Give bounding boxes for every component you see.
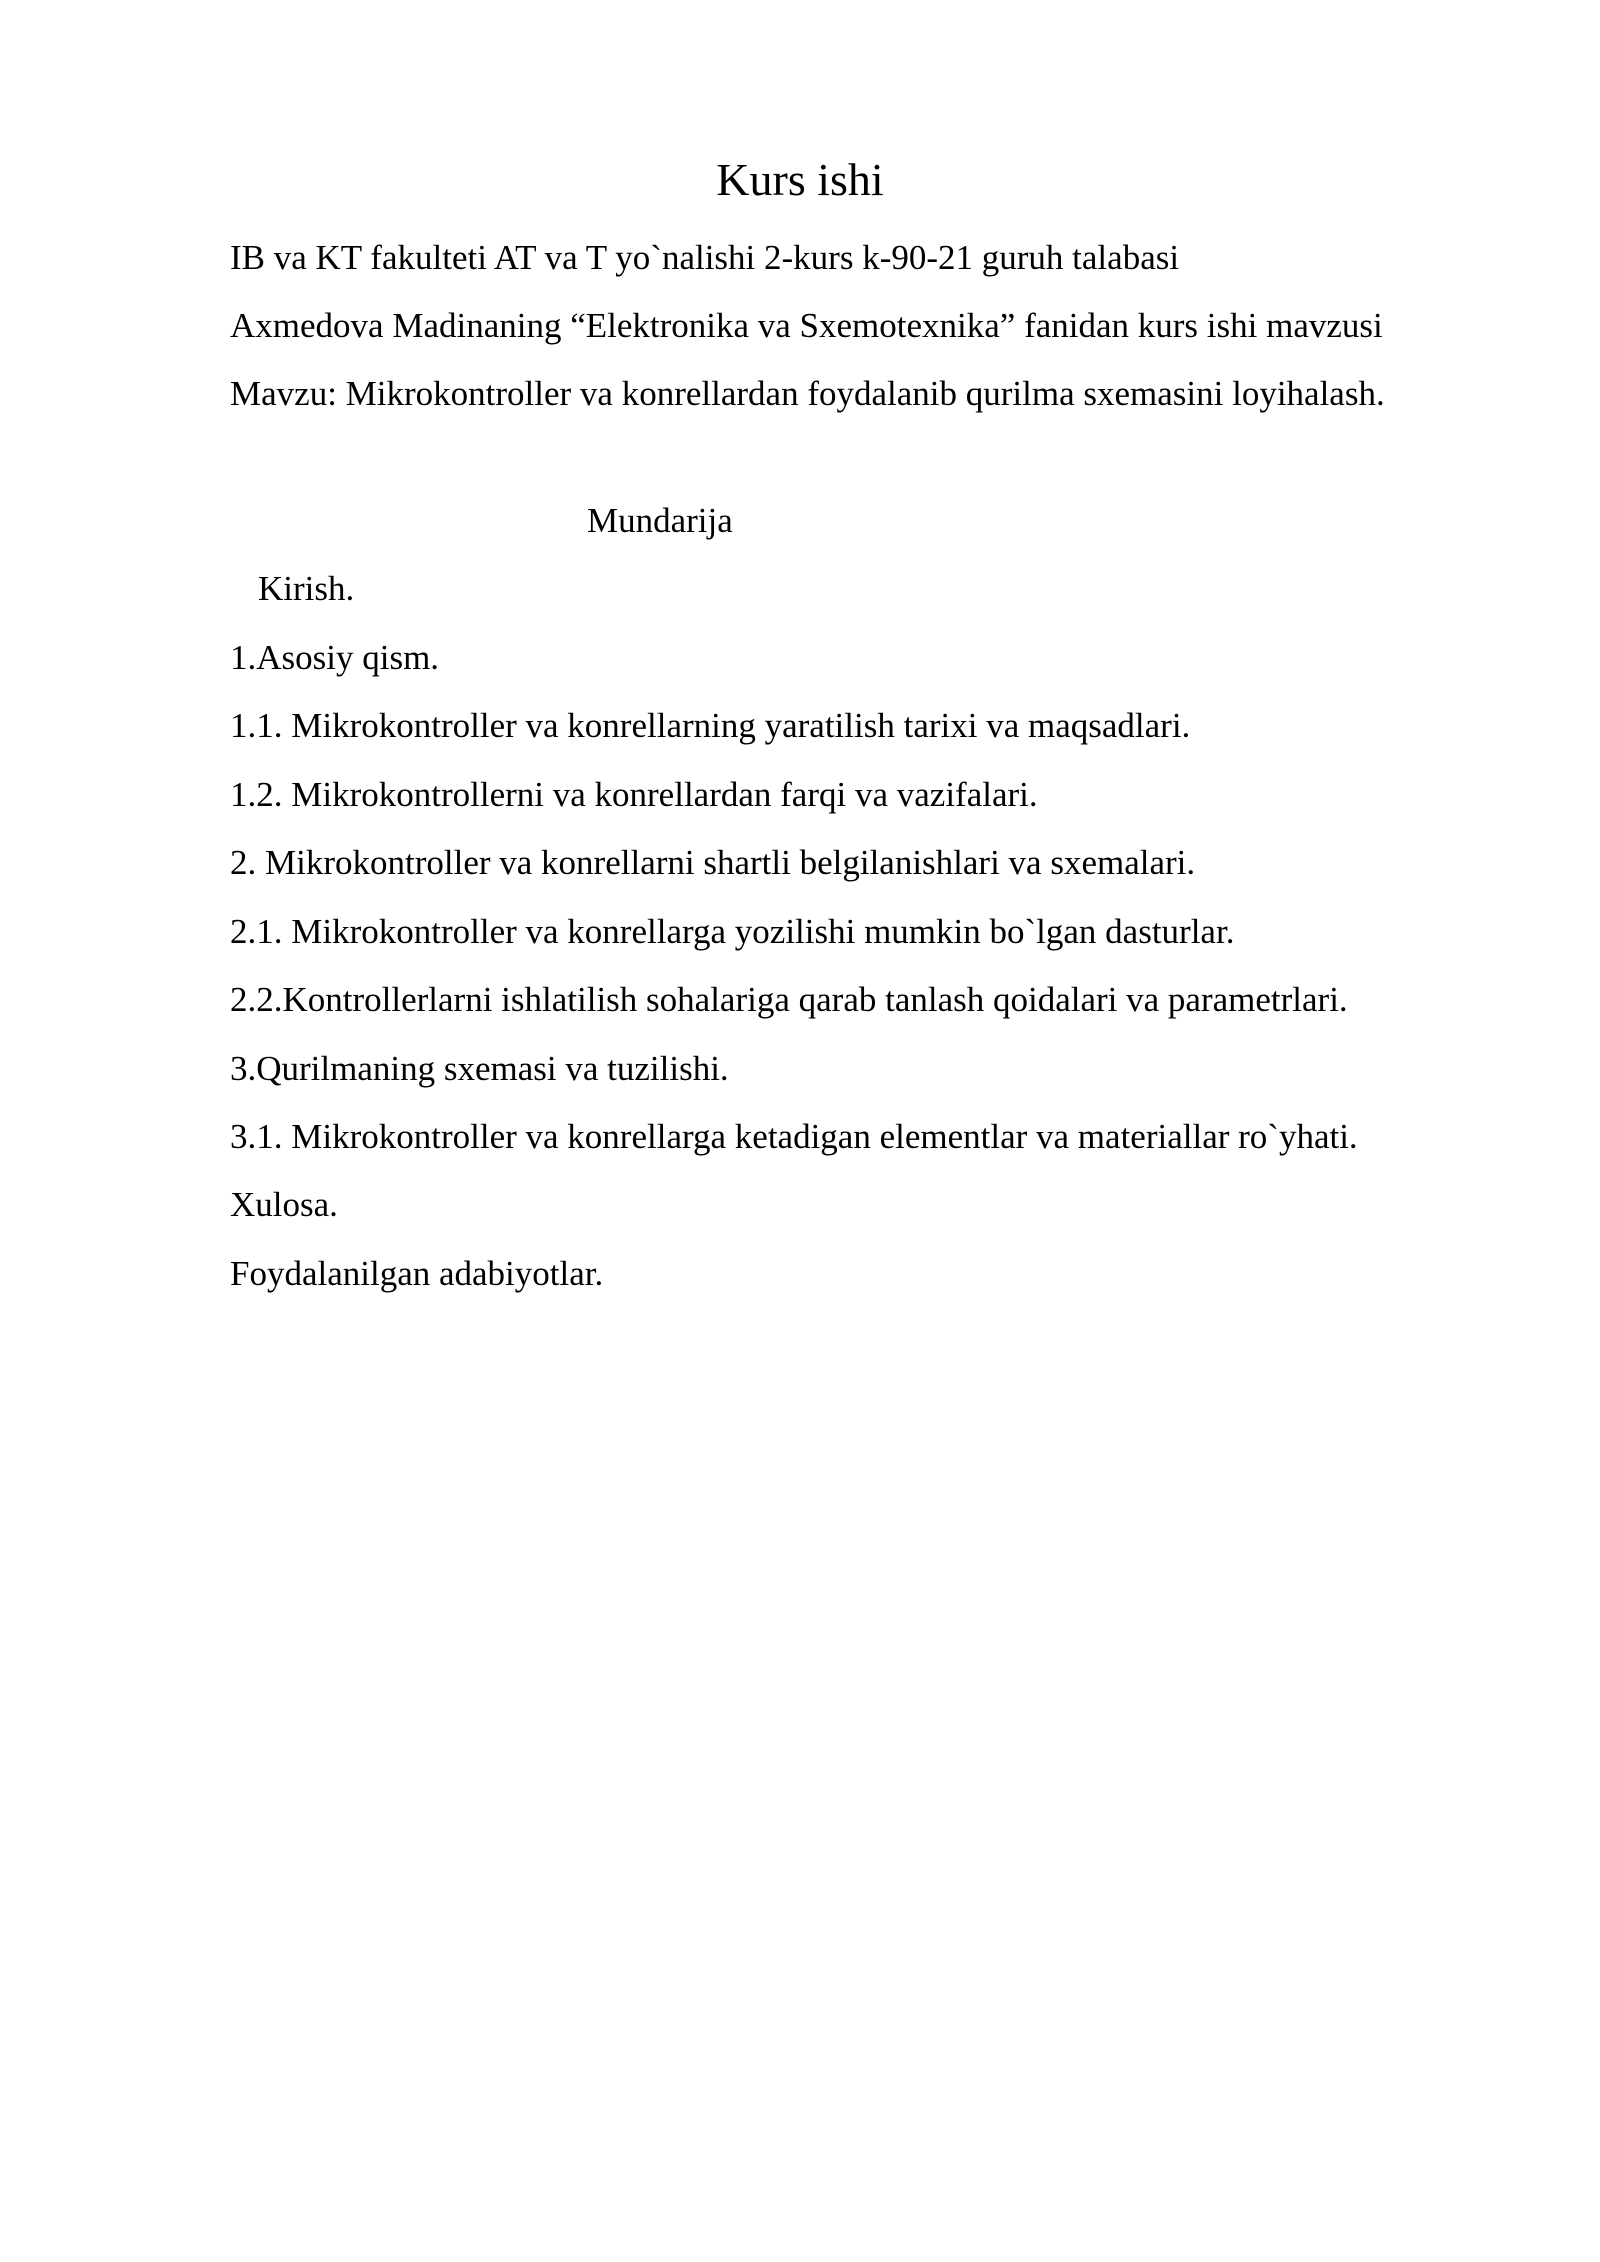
toc-item: 1.2. Mikrokontrollerni va konrellardan farqi va vazifalari. bbox=[230, 775, 1038, 814]
toc-item: 2. Mikrokontroller va konrellarni shartli belgilanishlari va sxemalari. bbox=[230, 843, 1196, 882]
toc-item: Foydalanilgan adabiyotlar. bbox=[230, 1254, 604, 1293]
toc-item: 3.1. Mikrokontroller va konrellarga ketadigan elementlar va materiallar ro`yhati. bbox=[230, 1117, 1358, 1156]
toc-heading: Mundarija bbox=[587, 501, 733, 540]
toc-item: 1.1. Mikrokontroller va konrellarning yaratilish tarixi va maqsadlari. bbox=[230, 706, 1191, 745]
toc-item: Xulosa. bbox=[230, 1185, 338, 1224]
document-title: Kurs ishi bbox=[716, 154, 884, 205]
header-line-student: Axmedova Madinaning “Elektronika va Sxemotexnika” fanidan kurs ishi mavzusi bbox=[230, 306, 1383, 345]
toc-item: 2.2.Kontrollerlarni ishlatilish sohalariga qarab tanlash qoidalari va parametrlari. bbox=[230, 980, 1348, 1019]
toc-item: 2.1. Mikrokontroller va konrellarga yozilishi mumkin bo`lgan dasturlar. bbox=[230, 912, 1235, 951]
toc-item: 1.Asosiy qism. bbox=[230, 638, 440, 677]
toc-item: Kirish. bbox=[258, 569, 355, 608]
header-line-faculty: IB va KT fakulteti AT va T yo`nalishi 2-kurs k-90-21 guruh talabasi bbox=[230, 238, 1180, 277]
header-line-topic: Mavzu: Mikrokontroller va konrellardan foydalanib qurilma sxemasini loyihalash. bbox=[230, 374, 1385, 413]
toc-item: 3.Qurilmaning sxemasi va tuzilishi. bbox=[230, 1049, 729, 1088]
